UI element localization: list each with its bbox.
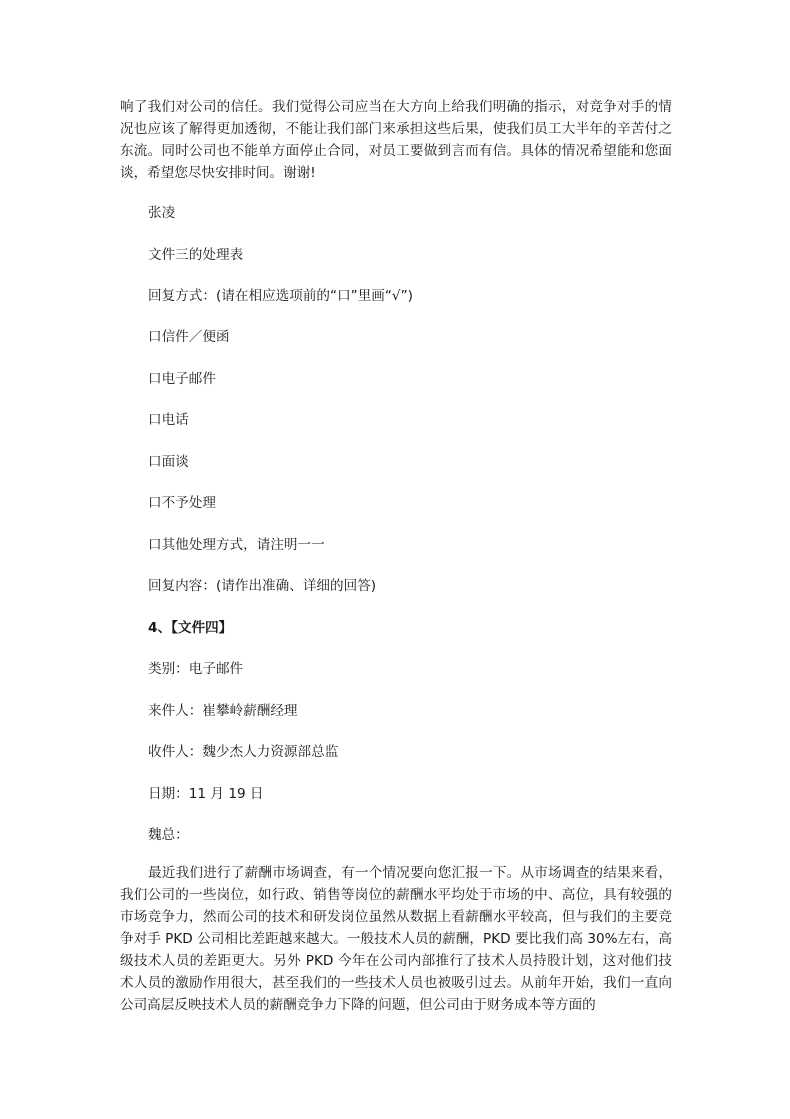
reply-method-label: 回复方式：(请在相应选项前的“口”里画“√”) bbox=[148, 288, 413, 304]
option-phone: 口电话 bbox=[148, 412, 189, 428]
reply-content-label: 回复内容：(请作出准确、详细的回答) bbox=[148, 578, 377, 594]
document4-salutation: 魏总： bbox=[148, 827, 189, 843]
form-title: 文件三的处理表 bbox=[148, 247, 244, 263]
signature: 张凌 bbox=[148, 205, 176, 221]
document4-body: 最近我们进行了薪酬市场调查，有一个情况要向您汇报一下。从市场调查的结果来看，我们公司的一些岗位，如行政、销售等岗位的薪酬水平均处于市场的中、高位，具有较强的市场竞争力，然而公司的技术和研发岗位虽然从数据上看薪酬水平较高，但与我们的主要竞争对手 PKD 公司相比差距越来越大。一般技术人员的薪酬，PKD 要比我们高 30%左右，高级技术人员的差距更大。另外 PKD 今年在公司内部推行了技术人员持股计划，这对他们技术人员的激励作用很大，甚至我们的一些技术人员也被吸引过去。从前年开始，我们一直向公司高层反映技术人员的薪酬竞争力下降的问题，但公司由于财务成本等方面的 bbox=[120, 865, 672, 1013]
document4-from: 来件人：崔攀岭薪酬经理 bbox=[148, 703, 298, 719]
option-letter-memo: 口信件／便函 bbox=[148, 329, 230, 345]
option-email: 口电子邮件 bbox=[148, 371, 216, 387]
document4-category: 类别：电子邮件 bbox=[148, 661, 244, 677]
option-other: 口其他处理方式，请注明一一 bbox=[148, 537, 325, 553]
intro-paragraph: 响了我们对公司的信任。我们觉得公司应当在大方向上给我们明确的指示，对竞争对手的情况也应该了解得更加透彻，不能让我们部门来承担这些后果，使我们员工大半年的辛苦付之东流。同时公司也不能单方面停止合同，对员工要做到言而有信。具体的情况希望能和您面谈，希望您尽快安排时间。谢谢! bbox=[120, 99, 672, 181]
option-meeting: 口面谈 bbox=[148, 454, 189, 470]
document4-to: 收件人：魏少杰人力资源部总监 bbox=[148, 744, 339, 760]
document4-heading: 4、【文件四】 bbox=[148, 620, 233, 636]
option-no-action: 口不予处理 bbox=[148, 495, 216, 511]
document4-date: 日期：11 月 19 日 bbox=[148, 786, 264, 802]
